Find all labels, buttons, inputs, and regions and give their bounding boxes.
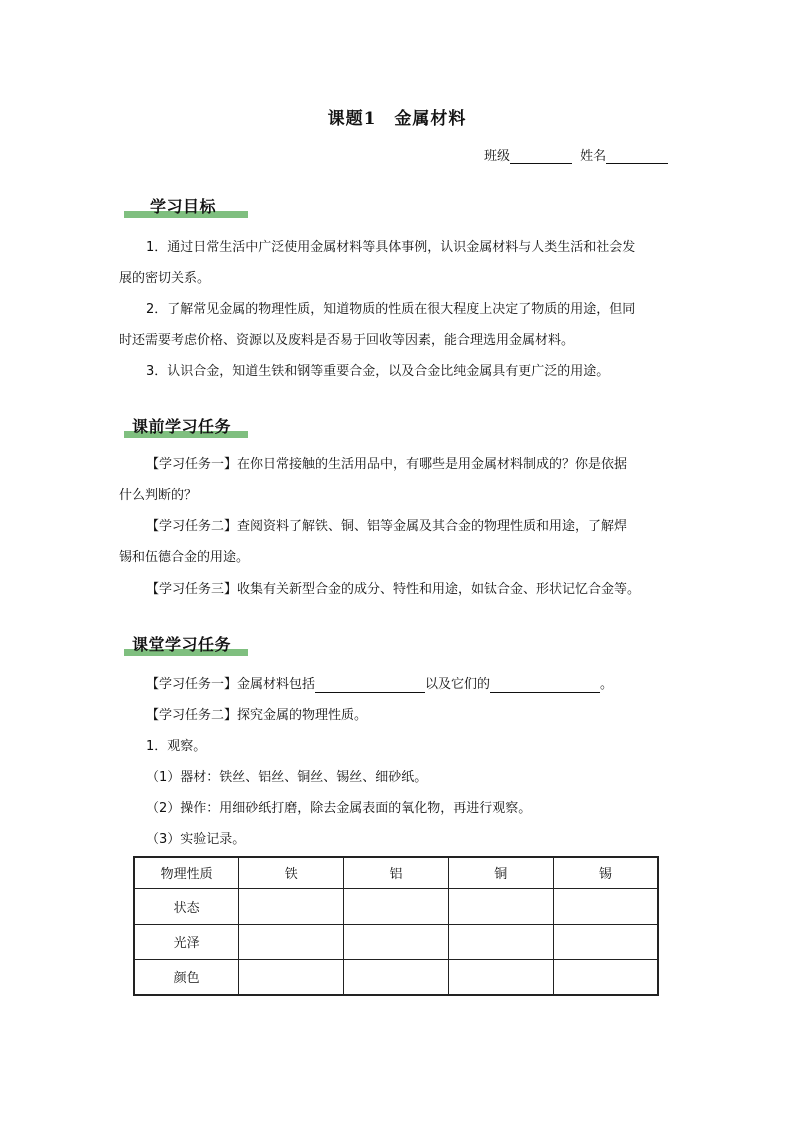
inclass-step1: 1．观察。 <box>146 739 207 754</box>
row-label-state: 状态 <box>134 888 239 924</box>
preclass-line-4: 锡和伍德合金的用途。 <box>119 550 250 565</box>
task1-text-c: 。 <box>600 677 614 692</box>
preclass-line-2: 什么判断的？ <box>119 488 198 503</box>
section-title: 课堂学习任务 <box>132 635 232 654</box>
inclass-task1 <box>119 677 706 693</box>
table-cell[interactable] <box>553 888 658 924</box>
table-cell[interactable] <box>553 959 658 995</box>
section-title: 课前学习任务 <box>132 417 232 436</box>
class-blank[interactable] <box>510 151 572 164</box>
table-cell[interactable] <box>344 924 449 959</box>
table-cell[interactable] <box>239 924 344 959</box>
page-title: 课题1 金属材料 <box>327 109 467 129</box>
table-cell[interactable] <box>239 959 344 995</box>
objective-line-4: 时还需要考虑价格、资源以及废料是否易于回收等因素，能合理选用金属材料。 <box>119 333 575 348</box>
table-row <box>134 888 658 924</box>
table-cell[interactable] <box>344 959 449 995</box>
table-cell[interactable] <box>344 888 449 924</box>
table-cell[interactable] <box>448 959 553 995</box>
header-cell-tin: 锡 <box>553 857 658 888</box>
record-table <box>133 856 659 996</box>
class-name-line <box>484 145 668 164</box>
section-title: 学习目标 <box>150 197 217 216</box>
inclass-step1-2: （2）操作：用细砂纸打磨，除去金属表面的氧化物，再进行观察。 <box>146 801 532 816</box>
section-header-objectives <box>124 196 248 218</box>
row-label-color: 颜色 <box>134 959 239 995</box>
table-cell[interactable] <box>448 924 553 959</box>
table-row <box>134 924 658 959</box>
objective-line-5: 3．认识合金，知道生铁和钢等重要合金，以及合金比纯金属具有更广泛的用途。 <box>146 364 610 379</box>
task1-blank-2[interactable] <box>490 680 600 693</box>
preclass-line-5: 【学习任务三】收集有关新型合金的成分、特性和用途，如钛合金、形状记忆合金等。 <box>146 582 641 597</box>
preclass-line-1: 【学习任务一】在你日常接触的生活用品中，有哪些是用金属材料制成的？你是依据 <box>146 457 628 472</box>
objective-line-1: 1．通过日常生活中广泛使用金属材料等具体事例，认识金属材料与人类生活和社会发 <box>146 240 636 255</box>
header-cell-aluminum: 铝 <box>344 857 449 888</box>
header-cell-iron: 铁 <box>239 857 344 888</box>
name-blank[interactable] <box>606 151 668 164</box>
table-header-row <box>134 857 658 888</box>
objective-line-2: 展的密切关系。 <box>119 271 211 286</box>
objective-line-3: 2．了解常见金属的物理性质，知道物质的性质在很大程度上决定了物质的用途，但同 <box>146 302 636 317</box>
section-header-preclass <box>124 416 248 438</box>
name-label: 姓名 <box>580 149 607 164</box>
row-label-luster: 光泽 <box>134 924 239 959</box>
task1-blank-1[interactable] <box>315 680 425 693</box>
inclass-task2: 【学习任务二】探究金属的物理性质。 <box>146 708 368 723</box>
table-row <box>134 959 658 995</box>
class-label: 班级 <box>484 149 511 164</box>
inclass-step1-3: （3）实验记录。 <box>146 832 246 847</box>
header-cell-property: 物理性质 <box>134 857 239 888</box>
section-header-inclass <box>124 634 248 656</box>
inclass-step1-1: （1）器材：铁丝、铝丝、铜丝、锡丝、细砂纸。 <box>146 770 428 785</box>
task1-text-a: 【学习任务一】金属材料包括 <box>146 677 316 692</box>
preclass-line-3: 【学习任务二】查阅资料了解铁、铜、铝等金属及其合金的物理性质和用途，了解焊 <box>146 519 628 534</box>
task1-text-b: 以及它们的 <box>425 677 491 692</box>
table-cell[interactable] <box>553 924 658 959</box>
header-cell-copper: 铜 <box>448 857 553 888</box>
table-cell[interactable] <box>239 888 344 924</box>
table-cell[interactable] <box>448 888 553 924</box>
